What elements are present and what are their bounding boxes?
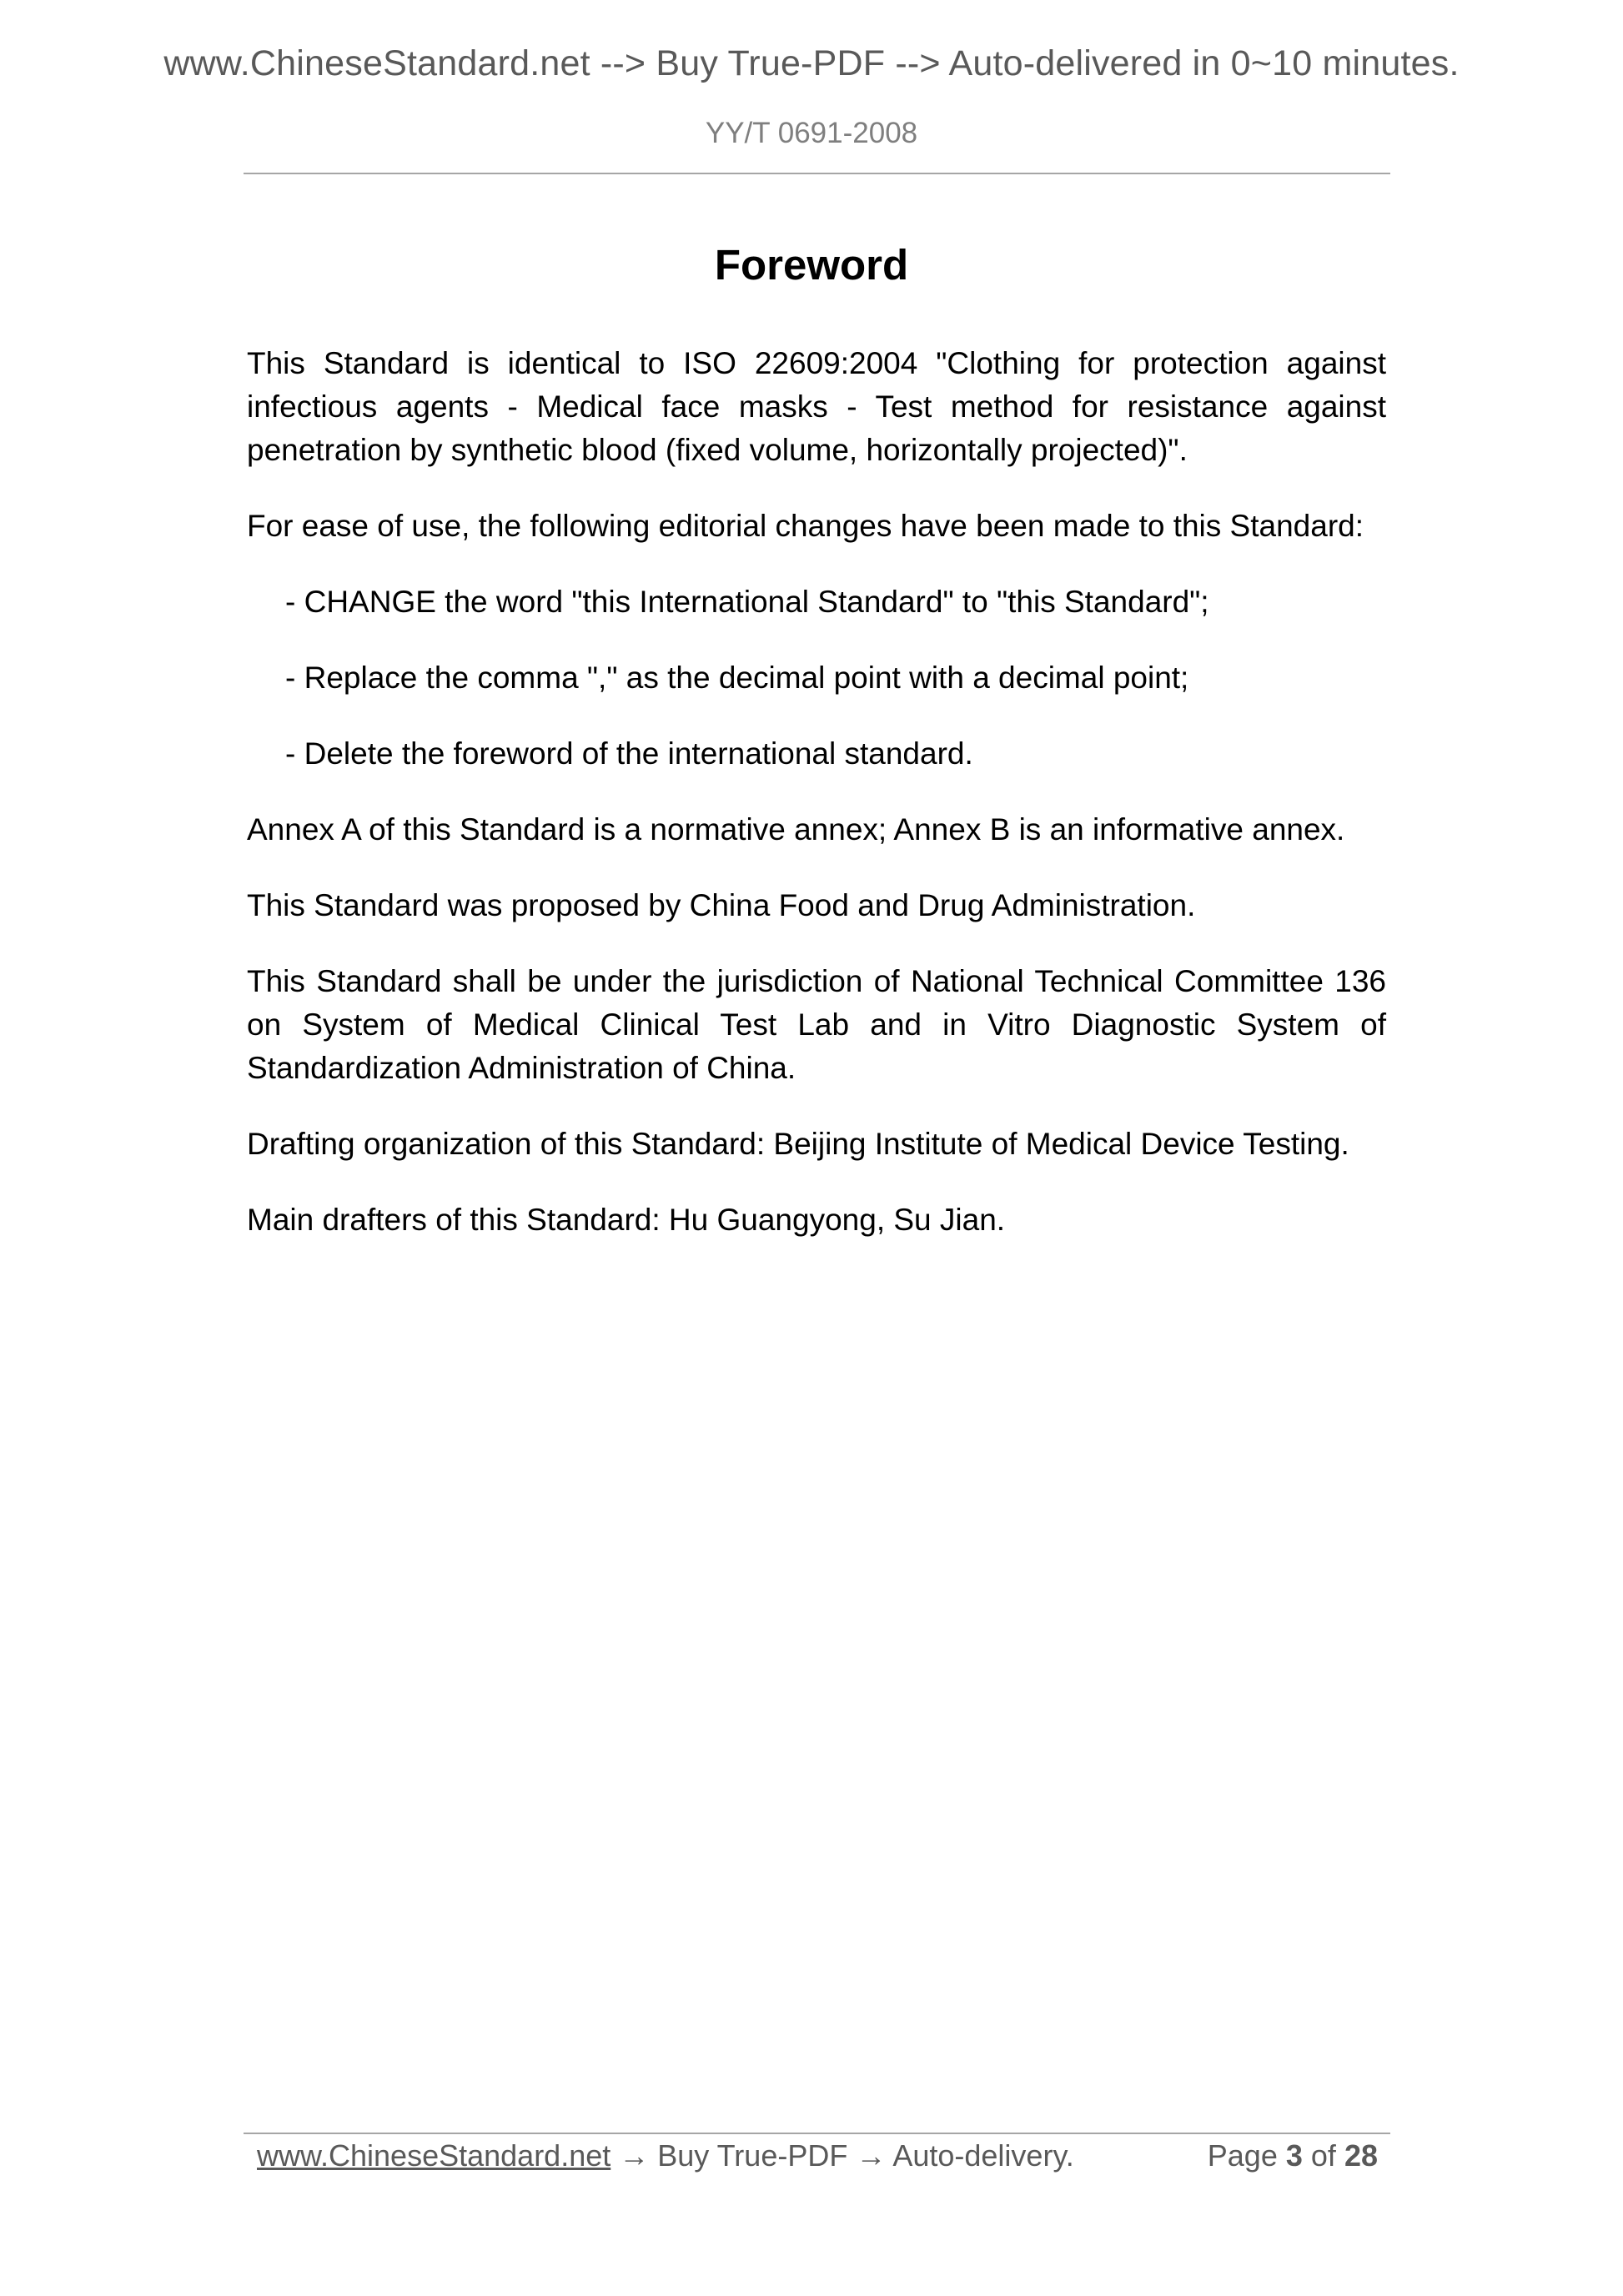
site-banner: www.ChineseStandard.net --> Buy True-PDF --> Auto-delivered in 0~10 minutes. (163, 43, 1460, 83)
footer-divider (244, 2133, 1390, 2134)
paragraph-annexes: Annex A of this Standard is a normative annex; Annex B is an informative annex. (247, 812, 1345, 847)
list-item: - Delete the foreword of the international standard. (285, 736, 973, 771)
footer-left (257, 2138, 1074, 2173)
list-item: - CHANGE the word "this International Standard" to "this Standard"; (285, 585, 1209, 619)
list-item: - Replace the comma "," as the decimal point with a decimal point; (285, 661, 1189, 695)
footer-tagline: → Buy True-PDF → Auto-delivery. (619, 2138, 1074, 2173)
document-code: YY/T 0691-2008 (705, 117, 918, 149)
paragraph-jurisdiction: This Standard shall be under the jurisdiction of National Technical Committee 136 on System of Medical Clinical Test Lab and in Vitro Diagnostic System of Standardization Administration of China. (247, 964, 1386, 1085)
page-indicator (1208, 2138, 1378, 2173)
header-divider (244, 173, 1390, 174)
paragraph-editorial-changes: For ease of use, the following editorial changes have been made to this Standard: (247, 509, 1364, 543)
paragraph-drafting-organization: Drafting organization of this Standard: Beijing Institute of Medical Device Testing. (247, 1127, 1349, 1161)
of-label: of (1310, 2138, 1336, 2173)
foreword-body (247, 342, 1386, 1274)
page-label: Page (1207, 2138, 1278, 2173)
paragraph-proposed-by: This Standard was proposed by China Food and Drug Administration. (247, 888, 1196, 922)
paragraph-main-drafters: Main drafters of this Standard: Hu Guangyong, Su Jian. (247, 1203, 1006, 1237)
footer-site-link[interactable]: www.ChineseStandard.net (257, 2138, 611, 2173)
current-page-number: 3 (1285, 2138, 1303, 2173)
page-footer (257, 2138, 1378, 2173)
paragraph-identical-standard: This Standard is identical to ISO 22609:2004 "Clothing for protection against infectious agents - Medical face masks - Test method for resistance against penetration by synthetic blood (fixed volume, horizontally projected)". (247, 346, 1386, 467)
page-title: Foreword (714, 241, 909, 289)
total-page-count: 28 (1344, 2138, 1378, 2173)
